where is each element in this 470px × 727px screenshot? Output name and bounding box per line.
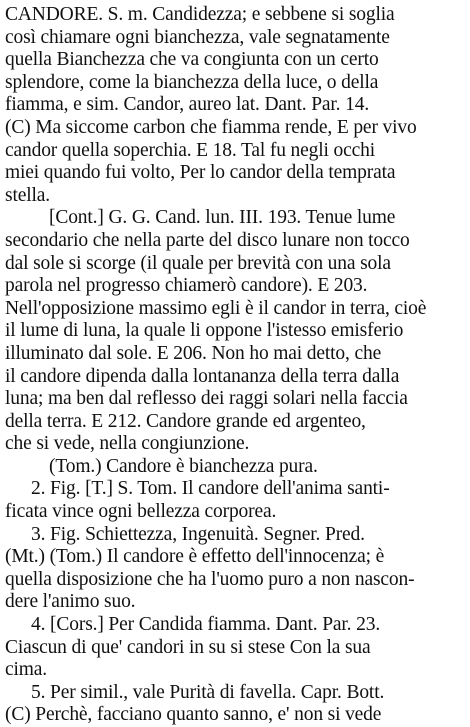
text-line: miei quando fui volto, Per lo candor della temprata [5,162,396,184]
text-line: (C) Perchè, facciano quanto sanno, e' non si vede [5,704,382,726]
text-line: luna; ma ben dal reflesso dei raggi solari nella faccia [5,388,408,410]
text-line: così chiamare ogni bianchezza, vale segnatamente [5,26,390,48]
text-line: 4. [Cors.] Per Candida fiamma. Dant. Par. 23. [31,614,381,636]
text-line: cima. [5,659,48,681]
text-line: stella. [5,184,50,206]
text-line: Nell'opposizione massimo egli è il candor in terra, cioè [5,297,427,319]
text-line: ficata vince ogni bellezza corporea. [5,501,277,523]
text-line: secondario che nella parte del disco lunare non tocco [5,229,410,251]
text-line: Ciascun di que' candori in su si stese Con la sua [5,636,371,658]
text-line: CANDORE. S. m. Candidezza; e sebbene si soglia [5,4,395,25]
text-line: che si vede, nella congiunzione. [5,433,250,455]
text-line: fiamma, e sim. Candor, aureo lat. Dant. Par. 14. [5,94,370,116]
text-line: quella disposizione che ha l'uomo puro a non nascon- [5,568,415,590]
text-line: (Tom.) Candore è bianchezza pura. [49,455,318,477]
text-line: il candore dipenda dalla lontananza della terra dalla [5,365,400,387]
text-line: [Cont.] G. G. Cand. lun. III. 193. Tenue lume [49,207,396,229]
text-line: il lume di luna, la quale li oppone l'istesso emisferio [5,320,404,342]
text-line: splendore, come la bianchezza della luce, o della [5,71,379,93]
text-line: illuminato dal sole. E 206. Non ho mai detto, che [5,342,382,364]
text-line: 3. Fig. Schiettezza, Ingenuità. Segner. Pred. [31,523,365,545]
text-line: parola nel progresso chiamerò candore). E 203. [5,275,368,297]
text-line: 2. Fig. [T.] S. Tom. Il candore dell'anima santi- [31,478,390,500]
text-line: (C) Ma siccome carbon che fiamma rende, E per vivo [5,116,417,138]
text-line: (Mt.) (Tom.) Il candore è effetto dell'innocenza; è [5,546,385,568]
text-line: dere l'animo suo. [5,591,136,613]
text-line: della terra. E 212. Candore grande ed argenteo, [5,410,366,432]
text-line: quella Bianchezza che va congiunta con un certo [5,49,379,71]
text-line: dal sole si scorge (il quale per brevità con una sola [5,252,391,274]
text-line: candor quella soperchia. E 18. Tal fu negli occhi [5,139,375,161]
text-line: 5. Per simil., vale Purità di favella. Capr. Bott. [31,681,385,703]
